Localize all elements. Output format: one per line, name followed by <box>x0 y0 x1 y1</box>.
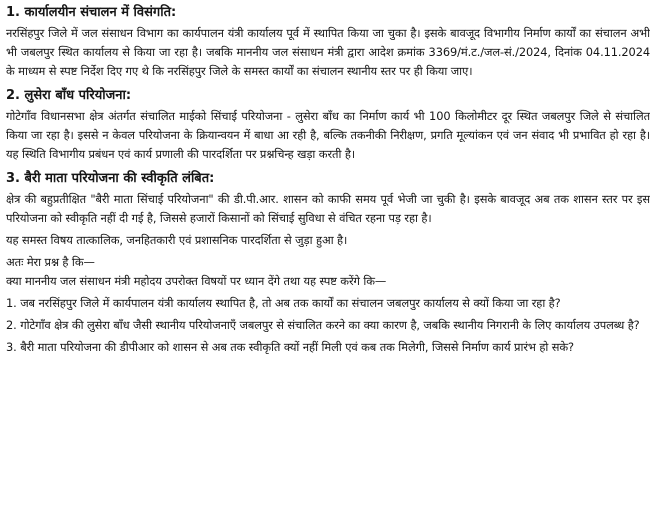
question-3: 3. बैरी माता परियोजना की डीपीआर को शासन से अब तक स्वीकृति क्यों नहीं मिली एवं कब तक मिलेगी, जिससे निर्माण कार्य प्रारंभ हो सके? <box>6 340 574 354</box>
section2-heading: 2. लुसेरा बाँध परियोजना: <box>6 88 132 103</box>
section3-body: क्षेत्र की बहुप्रतीक्षित "बैरी माता सिंचाई परियोजना" की डी.पी.आर. शासन को काफी समय पूर्व भेजी जा चुकी है। इसके बावजूद अब तक शासन स्तर पर इस परियोजना को स्वीकृति नहीं दी गई है, जिससे हजारों किसानों को सिंचाई सुविधा से वंचित रहना पड़ रहा है। <box>6 192 650 225</box>
question-1: 1. जब नरसिंहपुर जिले में कार्यपालन यंत्री कार्यालय स्थापित है, तो अब तक कार्यों का संचालन जबलपुर कार्यालय से क्यों किया जा रहा है? <box>6 296 561 310</box>
document-page <box>6 4 650 528</box>
section3-heading: 3. बैरी माता परियोजना की स्वीकृति लंबित: <box>6 171 215 186</box>
section1-heading: 1. कार्यालयीन संचालन में विसंगति: <box>6 5 177 20</box>
question-2: 2. गोटेगाँव क्षेत्र की लुसेरा बाँध जैसी स्थानीय परियोजनाएँ जबलपुर से संचालित करने का क्या कारण है, जबकि स्थानीय निगरानी के लिए कार्यालय उपलब्ध है? <box>6 318 640 332</box>
question-intro: अतः मेरा प्रश्न है कि— <box>6 255 95 269</box>
question-lead: क्या माननीय जल संसाधन मंत्री महोदय उपरोक्त विषयों पर ध्यान देंगे तथा यह स्पष्ट करेंगे कि— <box>6 274 387 288</box>
section2-body: गोटेगाँव विधानसभा क्षेत्र अंतर्गत संचालित माईको सिंचाई परियोजना - लुसेरा बाँध का निर्माण कार्य भी 100 किलोमीटर दूर स्थित जबलपुर जिले से संचालित किया जा रहा है। इससे न केवल परियोजना के क्रियान्वयन में बाधा आ रही है, बल्कि तकनीकी निरीक्षण, प्रगति मूल्यांकन एवं जन संवाद भी प्रभावित हो रहा है। यह स्थिति विभागीय प्रबंधन एवं कार्य प्रणाली की पारदर्शिता पर प्रश्नचिन्ह खड़ा करती है। <box>6 109 650 161</box>
summary-line: यह समस्त विषय तात्कालिक, जनहितकारी एवं प्रशासनिक पारदर्शिता से जुड़ा हुआ है। <box>6 233 348 247</box>
section1-body: नरसिंहपुर जिले में जल संसाधन विभाग का कार्यपालन यंत्री कार्यालय पूर्व में स्थापित किया जा चुका है। इसके बावजूद विभागीय निर्माण कार्यों का संचालन अभी भी जबलपुर स्थित कार्यालय से किया जा रहा है। जबकि माननीय जल संसाधन मंत्री द्वारा आदेश क्रमांक 3369/मं.ट./जल-सं./2024, दिनांक 04.11.2024 के माध्यम से स्पष्ट निर्देश दिए गए थे कि नरसिंहपुर जिले के समस्त कार्यों का संचालन स्थानीय स्तर पर ही किया जाए। <box>6 26 650 78</box>
